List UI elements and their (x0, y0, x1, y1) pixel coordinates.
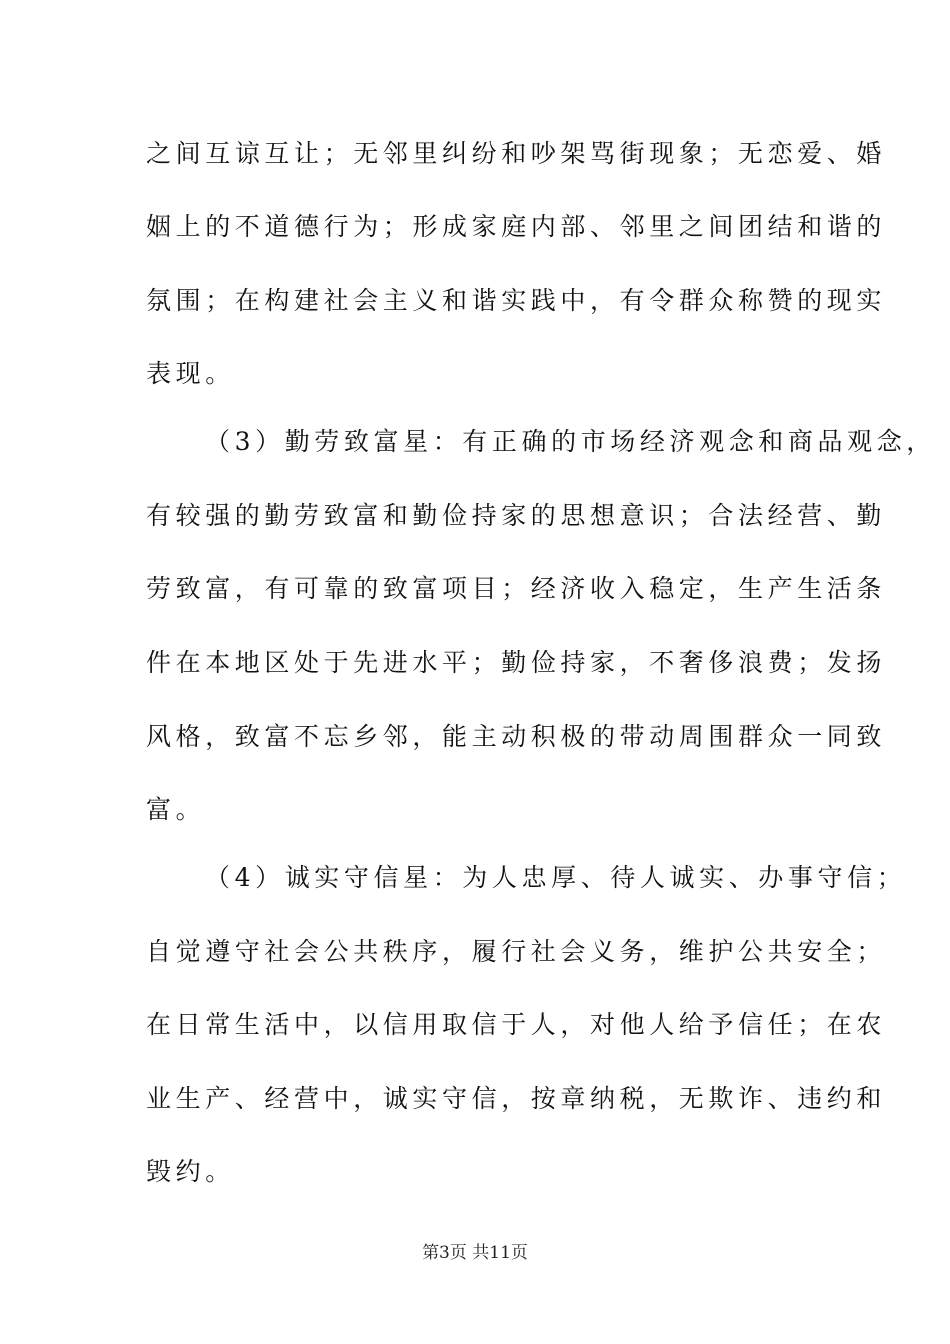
text-line: 风格，致富不忘乡邻，能主动积极的带动周围群众一同致 (146, 722, 887, 751)
page-number-footer: 第3页 共11页 (422, 1243, 528, 1263)
text-line: 毁约。 (146, 1157, 235, 1186)
text-line: 表现。 (146, 359, 235, 388)
text-line: 富。 (146, 795, 206, 824)
text-line: 氛围；在构建社会主义和谐实践中，有令群众称赞的现实 (146, 286, 887, 315)
paragraph-3-start: （3）勤劳致富星：有正确的市场经济观念和商品观念， (205, 427, 936, 456)
text-line: 业生产、经营中，诚实守信，按章纳税，无欺诈、违约和 (146, 1084, 887, 1113)
text-line: 自觉遵守社会公共秩序，履行社会义务，维护公共安全； (146, 937, 887, 966)
text-line: 之间互谅互让；无邻里纠纷和吵架骂街现象；无恋爱、婚 (146, 139, 887, 168)
text-line: 件在本地区处于先进水平；勤俭持家，不奢侈浪费；发扬 (146, 648, 887, 677)
text-line: 在日常生活中，以信用取信于人，对他人给予信任；在农 (146, 1010, 887, 1039)
paragraph-4-start: （4）诚实守信星：为人忠厚、待人诚实、办事守信； (205, 863, 907, 892)
text-line: 劳致富，有可靠的致富项目；经济收入稳定，生产生活条 (146, 574, 887, 603)
text-line: 有较强的勤劳致富和勤俭持家的思想意识；合法经营、勤 (146, 501, 887, 530)
text-line: 姻上的不道德行为；形成家庭内部、邻里之间团结和谐的 (146, 212, 887, 241)
